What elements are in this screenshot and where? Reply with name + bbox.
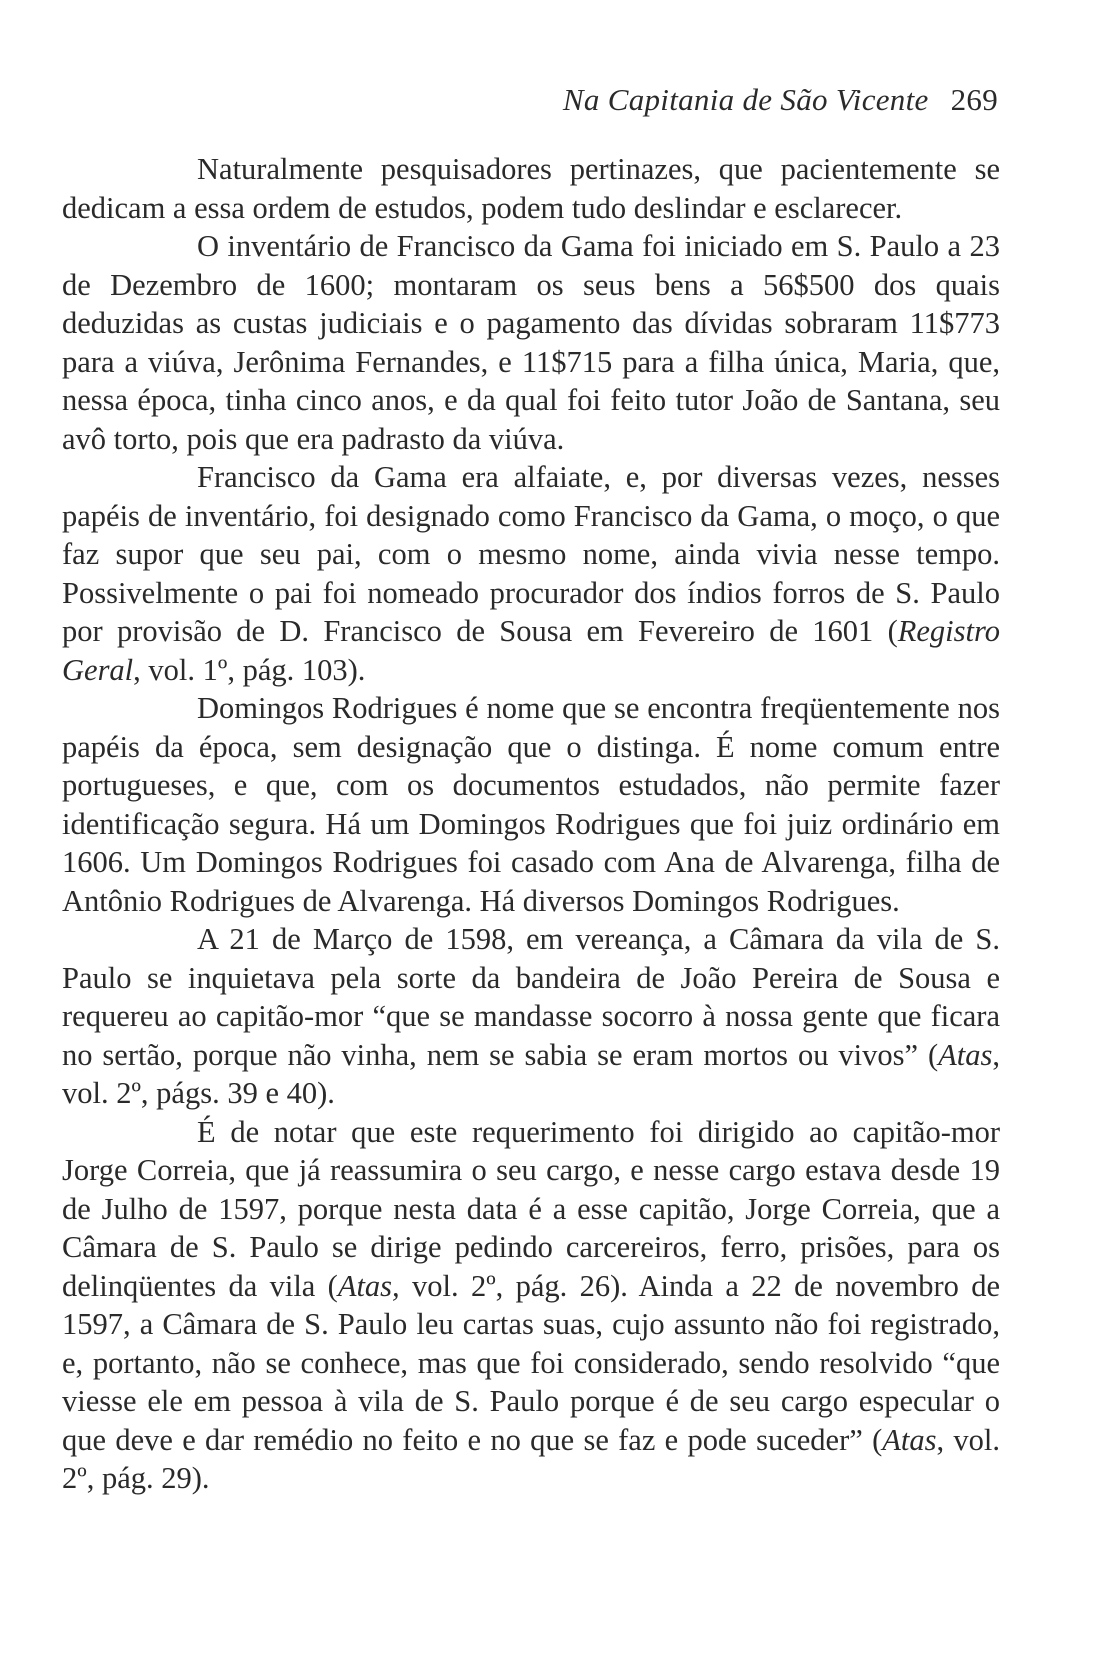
citation-title: Atas — [882, 1422, 937, 1457]
text-segment: O inventário de Francisco da Gama foi iniciado em S. Paulo a 23 de Dezembro de 1600; montaram os seus bens a 56$500 dos quais deduzidas as custas judiciais e o pagamento das dívidas sobraram 11$773 para a viúva, Jerônima Fernandes, e 11$715 para a filha única, Maria, que, nessa época, tinha cinco anos, e da qual foi feito tutor João de Santana, seu avô torto, pois que era padrasto da viúva. — [62, 229, 1000, 456]
running-header — [563, 80, 998, 120]
text-segment: , vol. 2º, págs. 39 e 40). — [62, 1037, 1000, 1110]
citation-title: Atas — [938, 1037, 993, 1072]
running-header-title: Na Capitania de São Vicente — [562, 82, 929, 117]
text-segment: , vol. 1º, pág. 103). — [133, 652, 366, 687]
text-segment: Francisco da Gama era alfaiate, e, por diversas vezes, nesses papéis de inventário, foi designado como Francisco da Gama, o moço, o que faz supor que seu pai, com o mesmo nome, ainda vivia nesse tempo. Possivelmente o pai foi nomeado procurador dos índios forros de S. Paulo por provisão de D. Francisco de Sousa em Fevereiro de 1601 ( — [62, 460, 1000, 648]
paragraph — [62, 689, 1000, 920]
text-segment: É de notar que este requerimento foi dirigido ao capitão-mor Jorge Correia, que já reassumira o seu cargo, e nesse cargo estava desde 19 de Julho de 1597, porque nesta data é a esse capitão, Jorge Correia, que a Câmara de S. Paulo se dirige pedindo carcereiros, ferro, prisões, para os delinqüentes da vila ( — [62, 1114, 1000, 1303]
text-segment: A 21 de Março de 1598, em vereança, a Câmara da vila de S. Paulo se inquietava pela sorte da bandeira de João Pereira de Sousa e requereu ao capitão-mor “que se mandasse socorro à nossa gente que ficara no sertão, porque não vinha, nem se sabia se eram mortos ou vivos” ( — [62, 922, 1000, 1072]
text-segment: Domingos Rodrigues é nome que se encontra freqüentemente nos papéis da época, sem designação que o distinga. É nome comum entre portugueses, e que, com os documentos estudados, não permite fazer identificação segura. Há um Domingos Rodrigues que foi juiz ordinário em 1606. Um Domingos Rodrigues foi casado com Ana de Alvarenga, filha de Antônio Rodrigues de Alvarenga. Há diversos Domingos Rodrigues. — [62, 691, 1000, 918]
paragraph — [62, 1113, 1000, 1498]
text-segment: , vol. 2º, pág. 29). — [62, 1422, 1000, 1495]
body-text — [62, 150, 1000, 1498]
paragraph — [62, 227, 1000, 458]
text-segment: vol. 2º, pág. 26). Ainda a 22 de novembro de 1597, a Câmara de S. Paulo leu cartas suas, cujo assunto não foi registrado, e, portanto, não se conhece, mas que foi considerado, sendo resolvido “que viesse ele em pessoa à vila de S. Paulo porque é de seu cargo especular o que deve e dar remédio no feito e no que se faz e pode suceder” ( — [62, 1268, 1000, 1457]
citation-title: Registro Geral — [62, 614, 1000, 687]
citation-title: Atas, — [337, 1268, 400, 1303]
text-segment: Naturalmente pesquisadores pertinazes, que pacientemente se dedicam a essa ordem de estudos, podem tudo deslindar e esclarecer. — [62, 152, 1000, 225]
paragraph — [62, 920, 1000, 1113]
paragraph — [62, 150, 1000, 227]
page-number: 269 — [950, 82, 998, 117]
paragraph — [62, 458, 1000, 689]
